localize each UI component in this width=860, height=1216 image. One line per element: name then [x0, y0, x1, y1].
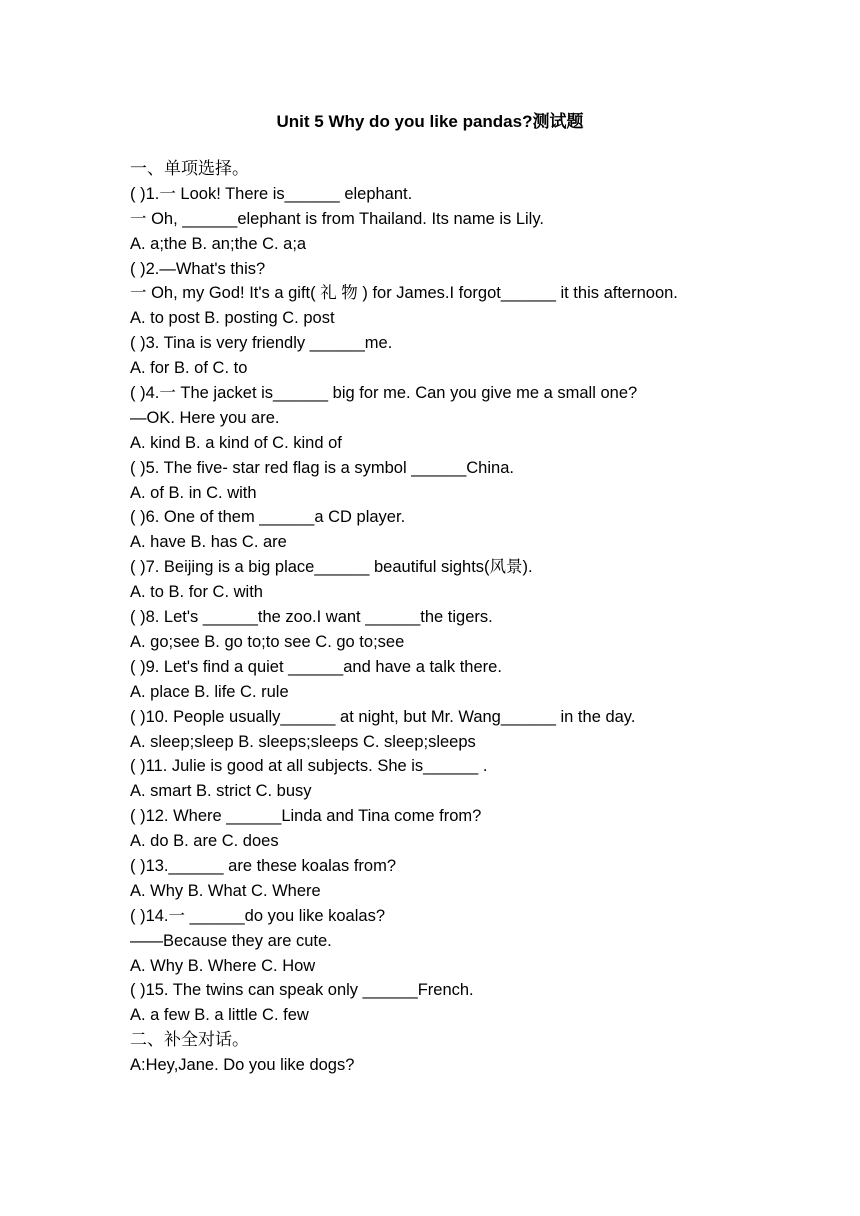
answer-options: A. of B. in C. with: [130, 483, 257, 502]
answer-options: A. to B. for C. with: [130, 583, 263, 602]
answer-options: A. a;the B. an;the C. a;a: [130, 234, 307, 253]
answer-options: A. Why B. What C. Where: [130, 881, 321, 900]
question-stem: ( )12. Where ______Linda and Tina come from?: [130, 807, 482, 826]
answer-options: A. have B. has C. are: [130, 533, 287, 552]
section-heading: 二、补全对话。: [130, 1030, 249, 1051]
question-stem: ( )13.______ are these koalas from?: [130, 856, 396, 875]
answer-options: A. place B. life C. rule: [130, 682, 289, 701]
question-stem: ( )4.一 The jacket is______ big for me. Can you give me a small one?: [130, 384, 638, 403]
question-stem: ( )11. Julie is good at all subjects. She is______ .: [130, 757, 488, 776]
question-stem: ( )5. The five- star red flag is a symbol ______China.: [130, 458, 514, 477]
dialogue-line: 一 Oh, my God! It's a gift( 礼 物 ) for James.I forgot______ it this afternoon.: [130, 284, 678, 303]
question-stem: ( )2.—What's this?: [130, 259, 266, 278]
answer-options: A. kind B. a kind of C. kind of: [130, 433, 342, 452]
question-stem: ( )10. People usually______ at night, but Mr. Wang______ in the day.: [130, 707, 636, 726]
answer-options: A. go;see B. go to;to see C. go to;see: [130, 632, 405, 651]
question-stem: ( )15. The twins can speak only ______French.: [130, 981, 474, 1000]
answer-options: A. smart B. strict C. busy: [130, 782, 312, 801]
document-title: Unit 5 Why do you like pandas?测试题: [276, 112, 584, 131]
answer-options: A. a few B. a little C. few: [130, 1006, 309, 1025]
question-stem: ( )6. One of them ______a CD player.: [130, 508, 406, 527]
question-stem: ( )3. Tina is very friendly ______me.: [130, 334, 393, 353]
section-heading: 一、单项选择。: [130, 159, 249, 179]
dialogue-line: ——Because they are cute.: [130, 931, 332, 950]
question-stem: ( )9. Let's find a quiet ______and have a talk there.: [130, 657, 502, 676]
dialogue-line: —OK. Here you are.: [130, 408, 280, 427]
answer-options: A. for B. of C. to: [130, 359, 248, 378]
question-list: [130, 157, 730, 1078]
dialogue-line: 一 Oh, ______elephant is from Thailand. Its name is Lily.: [130, 209, 544, 228]
answer-options: A. Why B. Where C. How: [130, 956, 316, 975]
answer-options: A. sleep;sleep B. sleeps;sleeps C. sleep;sleeps: [130, 732, 476, 751]
text-line: A:Hey,Jane. Do you like dogs?: [130, 1056, 355, 1075]
question-stem: ( )7. Beijing is a big place______ beautiful sights(风景).: [130, 558, 533, 577]
question-stem: ( )1.一 Look! There is______ elephant.: [130, 184, 413, 203]
question-stem: ( )8. Let's ______the zoo.I want ______the tigers.: [130, 608, 493, 627]
answer-options: A. to post B. posting C. post: [130, 309, 335, 328]
question-stem: ( )14.一 ______do you like koalas?: [130, 906, 385, 925]
answer-options: A. do B. are C. does: [130, 832, 279, 851]
